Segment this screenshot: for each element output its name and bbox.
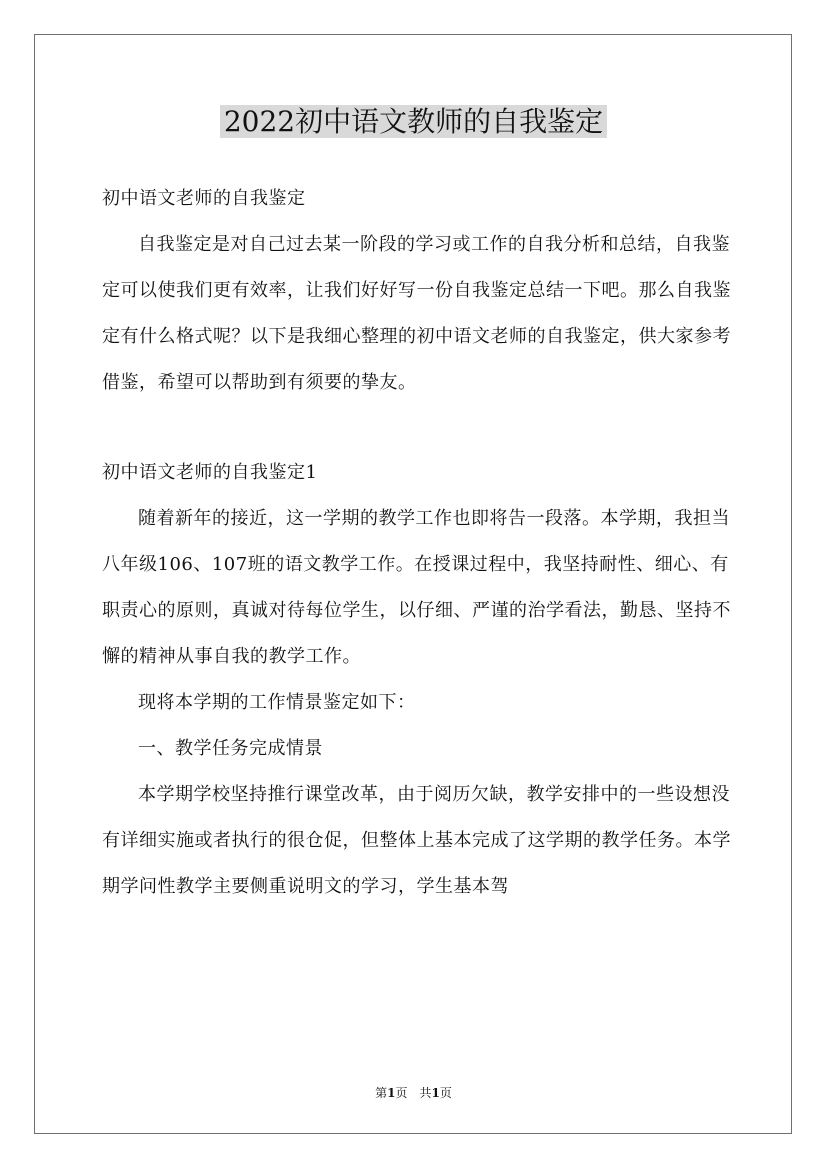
subtitle: 初中语文老师的自我鉴定 [102,188,306,209]
section-heading: 初中语文老师的自我鉴定1 [102,462,318,483]
sub-heading: 一、教学任务完成情景 [138,738,323,759]
footer-page-current: 1 [387,1086,396,1100]
section-spacer [102,406,732,450]
footer-page-mid: 页 共 [395,1086,432,1100]
body-paragraph-2: 现将本学期的工作情景鉴定如下： [138,692,416,713]
body-paragraph-1: 随着新年的接近，这一学期的教学工作也即将告一段落。本学期，我担当八年级106、107班的语文教学工作。在授课过程中，我坚持耐性、细心、有职责心的原则，真诚对待每位学生，以仔细、严谨的治学看法，勤恳、坚持不懈的精神从事自我的教学工作。 [102,508,731,667]
footer-page-suffix: 页 [439,1086,452,1100]
document-body [102,176,732,910]
document-title [0,102,827,142]
footer-page-total: 1 [431,1086,440,1100]
footer-page-prefix: 第 [375,1086,388,1100]
body-paragraph-3: 本学期学校坚持推行课堂改革，由于阅历欠缺，教学安排中的一些设想没有详细实施或者执行的很仓促，但整体上基本完成了这学期的教学任务。本学期学问性教学主要侧重说明文的学习，学生基本驾 [102,784,731,897]
page-footer [0,1085,827,1101]
document-title-text: 2022初中语文教师的自我鉴定 [220,105,607,138]
intro-paragraph: 自我鉴定是对自己过去某一阶段的学习或工作的自我分析和总结，自我鉴定可以使我们更有效率，让我们好好写一份自我鉴定总结一下吧。那么自我鉴定有什么格式呢？以下是我细心整理的初中语文老师的自我鉴定，供大家参考借鉴，希望可以帮助到有须要的挚友。 [102,234,731,393]
